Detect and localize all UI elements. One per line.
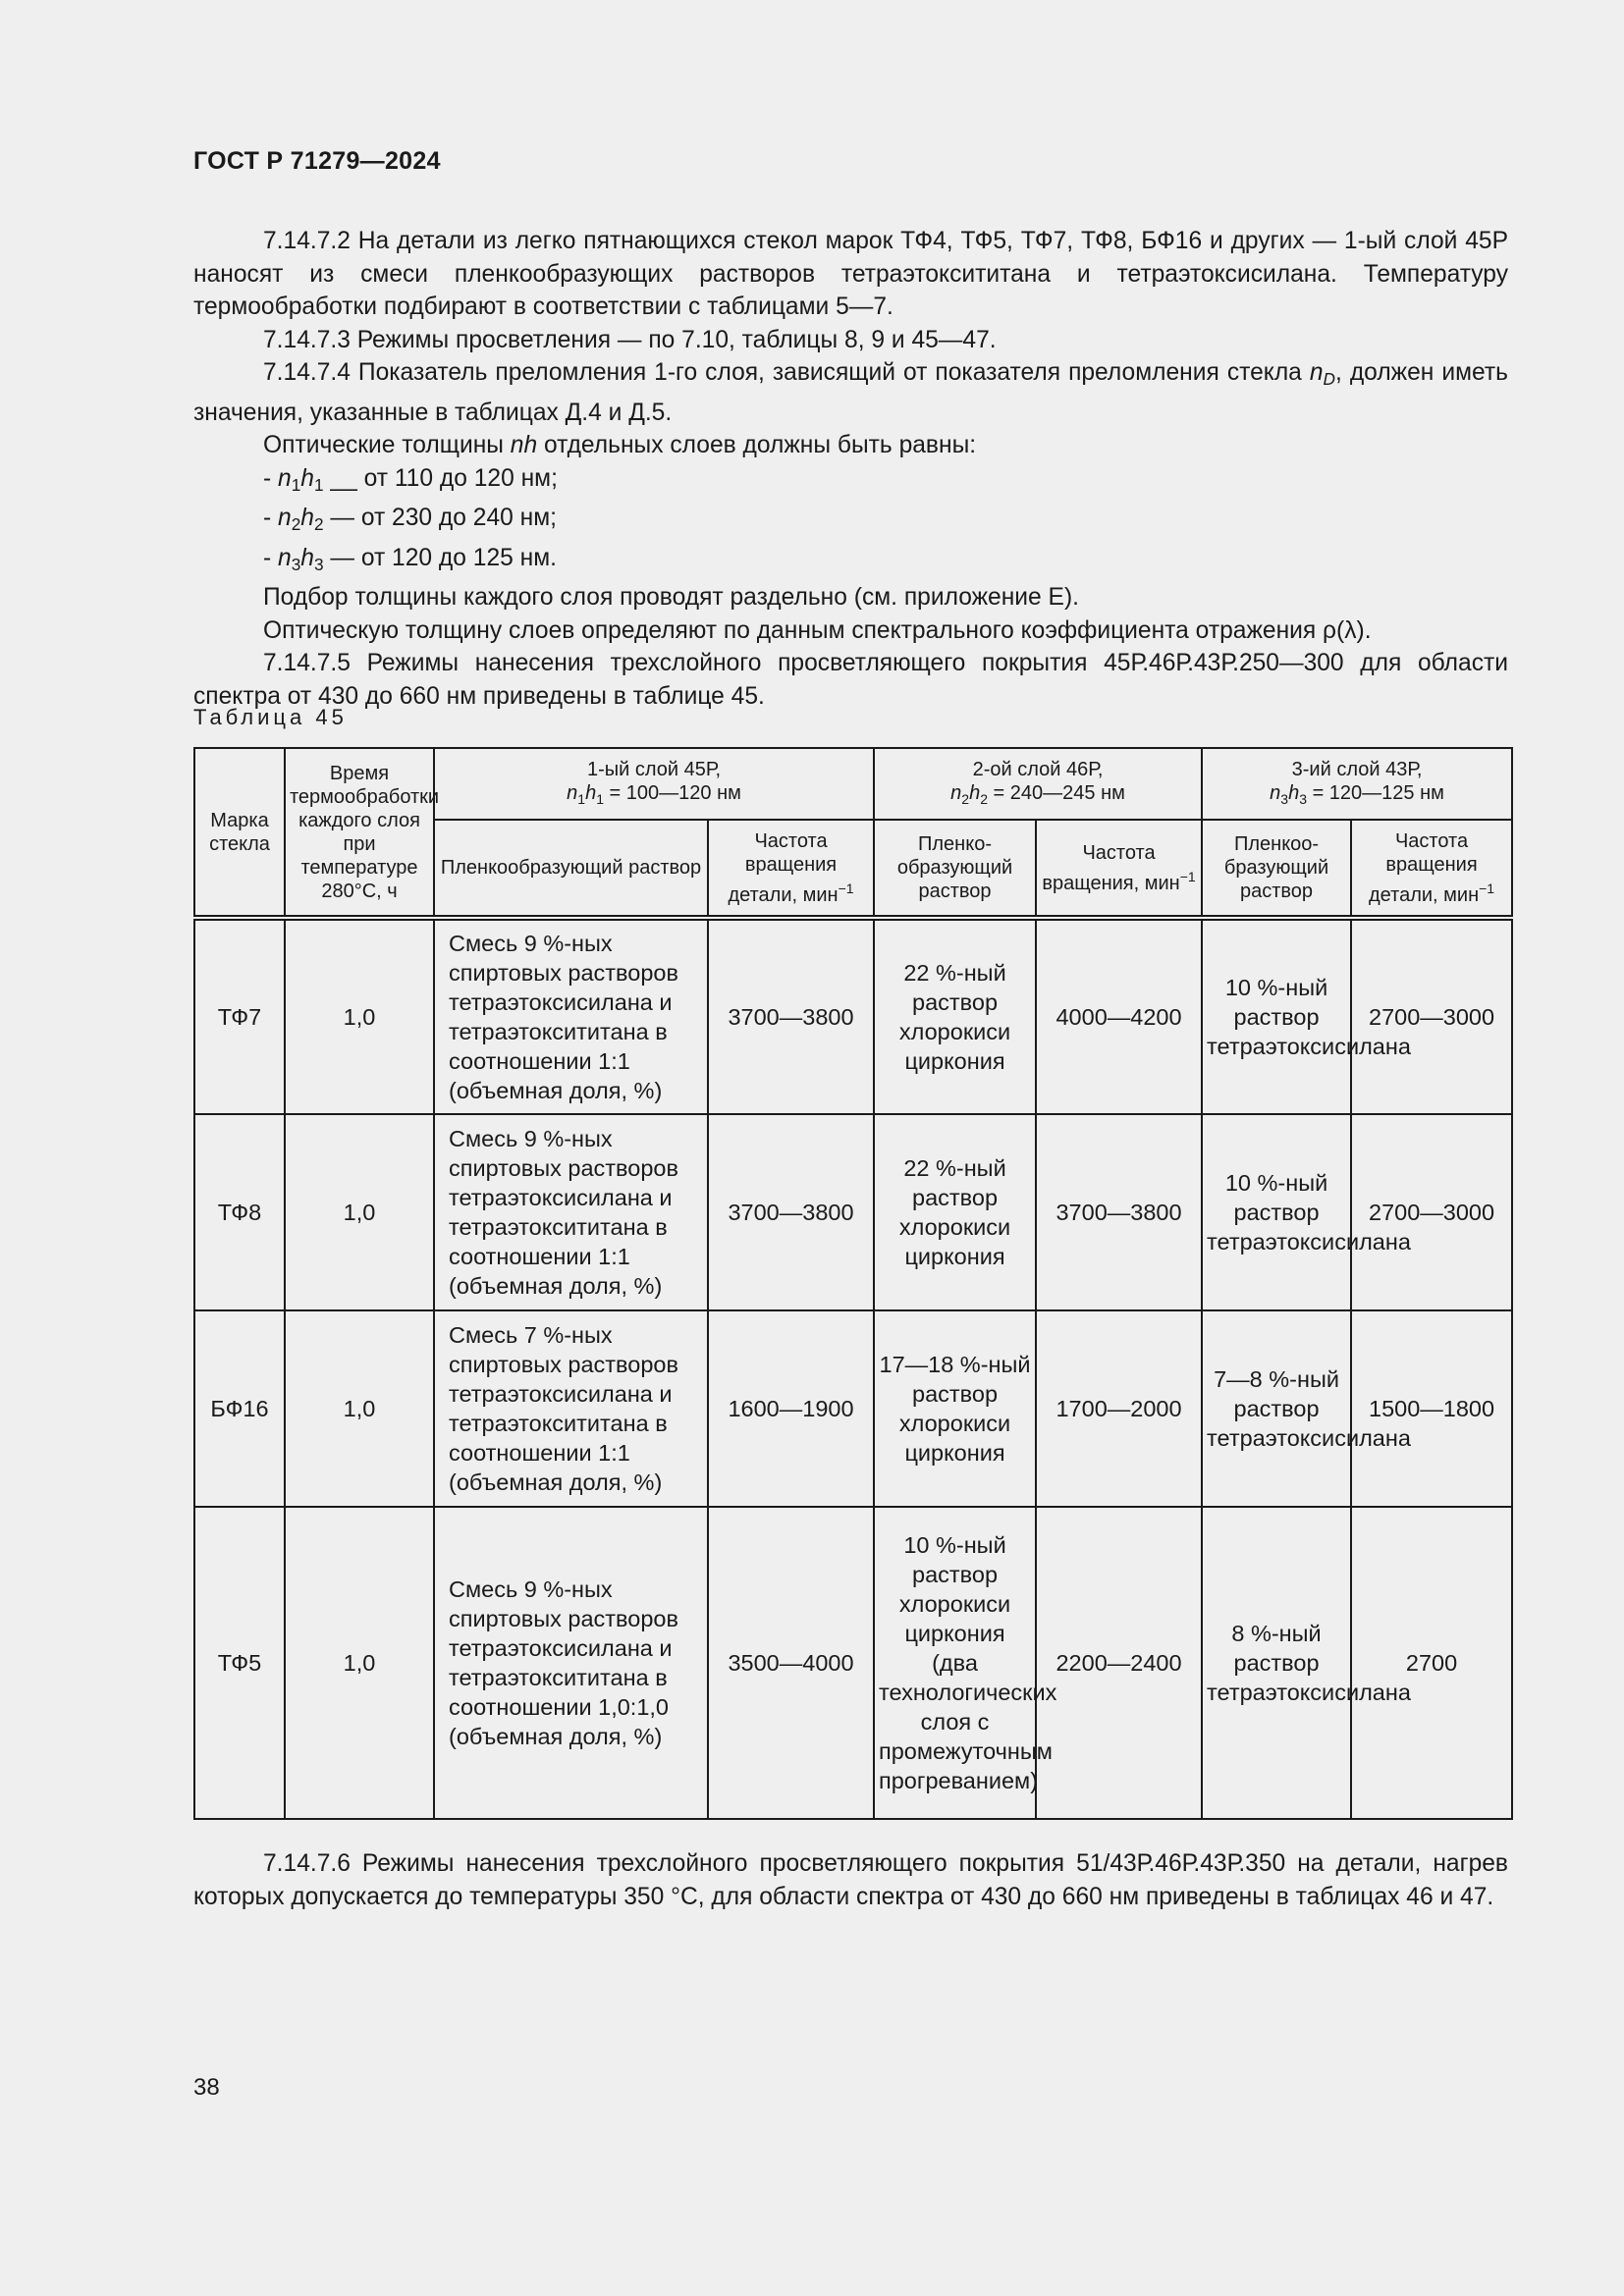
paragraph-text: 7.14.7.4 Показатель преломления 1-го слоя, зависящий от показателя преломления стекла <box>263 359 1310 386</box>
cell-grade: ТФ8 <box>194 1114 285 1310</box>
cell-freq2: 4000—4200 <box>1036 918 1202 1114</box>
freq2-label: Частота вращения, мин <box>1042 841 1180 894</box>
cell-freq1: 3700—3800 <box>708 918 874 1114</box>
cell-film2: 22 %-ный раствор хлорокиси циркония <box>874 1114 1036 1310</box>
symbol-h: h <box>585 781 597 804</box>
list-text: — от 120 до 125 нм. <box>323 544 557 571</box>
cell-time: 1,0 <box>285 1310 434 1507</box>
cell-film2: 22 %-ный раствор хлорокиси циркония <box>874 918 1036 1114</box>
cell-freq1: 3700—3800 <box>708 1114 874 1310</box>
symbol-h: h <box>300 544 314 571</box>
symbol-n: n <box>1309 359 1324 386</box>
symbol-n: n <box>1270 781 1281 804</box>
table-row <box>194 1114 1512 1310</box>
list-dash: - <box>263 464 279 492</box>
layer1-range: = 100—120 нм <box>603 781 741 804</box>
paragraph-7-14-7-5: 7.14.7.5 Режимы нанесения трехслойного просветляющего покрытия 45Р.46Р.43Р.250—300 для области спектра от 430 до 660 нм приведены в таблице 45. <box>193 650 1508 710</box>
document-code: ГОСТ Р 71279—2024 <box>193 147 441 175</box>
paragraph-7-14-7-3: 7.14.7.3 Режимы просветления — по 7.10, таблицы 8, 9 и 45—47. <box>263 326 997 353</box>
paragraph-optical-thickness <box>193 429 1508 462</box>
cell-film3: 10 %-ный раствор тетраэтоксисилана <box>1202 918 1351 1114</box>
layer3-range: = 120—125 нм <box>1307 781 1444 804</box>
cell-freq3: 2700—3000 <box>1351 918 1512 1114</box>
table-row <box>194 918 1512 1114</box>
freq1-label: Частота вращения детали, мин <box>728 829 839 906</box>
body-text <box>193 225 1508 713</box>
list-item <box>193 542 1508 582</box>
paragraph-reflection: Оптическую толщину слоев определяют по данным спектрального коэффициента отражения ρ(λ). <box>263 616 1372 644</box>
cell-film1: Смесь 9 %-ных спиртовых растворов тетраэтоксисилана и тетраэтоксититана в соотношении 1:1 (объемная доля, %) <box>434 918 708 1114</box>
symbol-subscript: 3 <box>291 554 301 574</box>
symbol-nh: nh <box>510 432 538 458</box>
cell-freq1: 3500—4000 <box>708 1507 874 1819</box>
table-caption: Таблица 45 <box>193 705 348 729</box>
cell-film1: Смесь 9 %-ных спиртовых растворов тетраэтоксисилана и тетраэтоксититана в соотношении 1:1 (объемная доля, %) <box>434 1114 708 1310</box>
symbol-subscript: 1 <box>577 790 586 807</box>
symbol-h: h <box>1288 781 1300 804</box>
paragraph-text: , должен иметь значения, указанные в таблицах Д.4 и Д.5. <box>193 359 1508 426</box>
symbol-subscript: D <box>1323 369 1335 389</box>
symbol-h: h <box>300 505 314 531</box>
cell-film1: Смесь 9 %-ных спиртовых растворов тетраэтоксисилана и тетраэтоксититана в соотношении 1,0:1,0 (объемная доля, %) <box>434 1507 708 1819</box>
cell-film1: Смесь 7 %-ных спиртовых растворов тетраэтоксисилана и тетраэтоксититана в соотношении 1:1 (объемная доля, %) <box>434 1310 708 1507</box>
list-dash: - <box>263 544 279 571</box>
cell-freq3: 2700—3000 <box>1351 1114 1512 1310</box>
symbol-subscript: 2 <box>291 514 301 534</box>
header-layer1 <box>434 748 874 820</box>
after-table-text <box>193 1847 1508 1913</box>
symbol-subscript: 2 <box>313 514 324 534</box>
paragraph-7-14-7-4 <box>193 356 1508 429</box>
cell-freq2: 1700—2000 <box>1036 1310 1202 1507</box>
unit-exponent: −1 <box>1479 880 1495 896</box>
cell-film2: 17—18 %-ный раствор хлорокиси циркония <box>874 1310 1036 1507</box>
table-row <box>194 1507 1512 1819</box>
cell-grade: ТФ5 <box>194 1507 285 1819</box>
list-item <box>193 462 1508 503</box>
header-film3: Пленкоо-бразующий раствор <box>1202 820 1351 918</box>
symbol-subscript: 2 <box>980 790 988 807</box>
layer3-name: 3-ий слой 43Р, <box>1291 758 1423 780</box>
freq3-label: Частота вращения детали, мин <box>1369 829 1480 906</box>
cell-freq2: 3700—3800 <box>1036 1114 1202 1310</box>
header-layer3 <box>1202 748 1512 820</box>
symbol-n: n <box>278 464 292 492</box>
cell-grade: БФ16 <box>194 1310 285 1507</box>
cell-film2: 10 %-ный раствор хлорокиси циркония (два технологических слоя с промежуточным прогреванием) <box>874 1507 1036 1819</box>
header-time: Время термообработки каждого слоя при температуре 280°С, ч <box>285 748 434 918</box>
header-film1: Пленкообразующий раствор <box>434 820 708 918</box>
symbol-n: n <box>278 544 292 571</box>
symbol-n: n <box>278 505 292 531</box>
symbol-n: n <box>567 781 578 804</box>
cell-freq3: 1500—1800 <box>1351 1310 1512 1507</box>
cell-freq2: 2200—2400 <box>1036 1507 1202 1819</box>
header-film2: Пленко-образующий раствор <box>874 820 1036 918</box>
cell-film3: 7—8 %-ный раствор тетраэтоксисилана <box>1202 1310 1351 1507</box>
symbol-subscript: 1 <box>313 474 324 495</box>
symbol-subscript: 3 <box>313 554 324 574</box>
symbol-h: h <box>969 781 981 804</box>
list-item <box>193 502 1508 542</box>
cell-time: 1,0 <box>285 1114 434 1310</box>
symbol-h: h <box>300 464 314 492</box>
paragraph-text: Оптические толщины <box>263 432 511 458</box>
symbol-subscript: 2 <box>961 790 970 807</box>
cell-film3: 10 %-ный раствор тетраэтоксисилана <box>1202 1114 1351 1310</box>
table-row <box>194 1310 1512 1507</box>
symbol-subscript: 1 <box>291 474 301 495</box>
list-text: — от 230 до 240 нм; <box>323 505 557 531</box>
paragraph-7-14-7-6: 7.14.7.6 Режимы нанесения трехслойного просветляющего покрытия 51/43Р.46Р.43Р.350 на детали, нагрев которых допускается до температуры 350 °С, для области спектра от 430 до 660 нм приведены в таблицах 46 и 47. <box>193 1850 1508 1910</box>
header-freq1 <box>708 820 874 918</box>
header-layer2 <box>874 748 1202 820</box>
paragraph-thickness-selection: Подбор толщины каждого слоя проводят раздельно (см. приложение Е). <box>263 584 1079 611</box>
layer2-range: = 240—245 нм <box>988 781 1125 804</box>
layer1-name: 1-ый слой 45Р, <box>587 758 721 780</box>
list-dash: - <box>263 505 279 531</box>
list-text: __ от 110 до 120 нм; <box>323 464 558 492</box>
symbol-subscript: 1 <box>596 790 604 807</box>
paragraph-7-14-7-2: 7.14.7.2 На детали из легко пятнающихся стекол марок ТФ4, ТФ5, ТФ7, ТФ8, БФ16 и других — 1-ый слой 45Р наносят из смеси пленкообразующих растворов тетраэтоксититана и тетраэтоксисилана. Температуру термообработки подбирают в соответствии с таблицами 5—7. <box>193 228 1508 320</box>
symbol-subscript: 3 <box>1299 790 1308 807</box>
paragraph-text: отдельных слоев должны быть равны: <box>537 432 977 458</box>
header-freq2 <box>1036 820 1202 918</box>
cell-freq1: 1600—1900 <box>708 1310 874 1507</box>
cell-time: 1,0 <box>285 918 434 1114</box>
table-45 <box>193 747 1513 1820</box>
layer2-name: 2-ой слой 46Р, <box>972 758 1104 780</box>
cell-freq3: 2700 <box>1351 1507 1512 1819</box>
cell-film3: 8 %-ный раствор тетраэтоксисилана <box>1202 1507 1351 1819</box>
header-freq3 <box>1351 820 1512 918</box>
cell-grade: ТФ7 <box>194 918 285 1114</box>
unit-exponent: −1 <box>1179 868 1196 884</box>
header-grade: Марка стекла <box>194 748 285 918</box>
symbol-subscript: 3 <box>1280 790 1289 807</box>
unit-exponent: −1 <box>838 880 854 896</box>
cell-time: 1,0 <box>285 1507 434 1819</box>
page-number: 38 <box>193 2074 220 2101</box>
symbol-n: n <box>950 781 962 804</box>
